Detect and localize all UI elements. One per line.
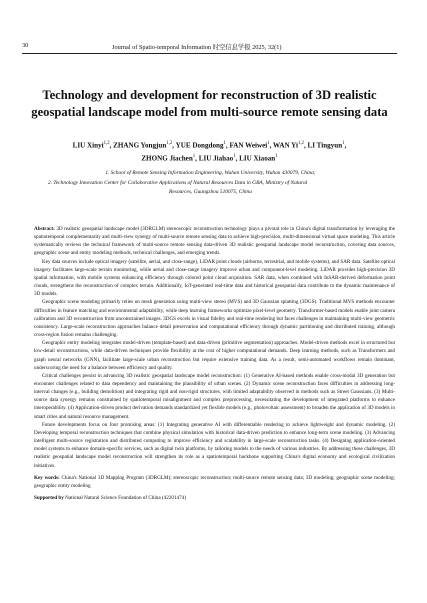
keywords-label: Key words: (34, 474, 60, 481)
author-name: LIU Xiaoan (239, 154, 276, 163)
author-name: LI Tingyun (307, 141, 343, 150)
author-affiliation-mark: 1 (223, 141, 226, 146)
journal-name: Journal of Spatio-temporal Information 时空信息学报 2025, 32(1) (112, 44, 282, 51)
abstract-paragraph: Key data sources include optical imagery (satellite, aerial, and close-range), LiDAR point clouds (airborne, terrestrial, and mobile systems), and SAR data. Satellite optical imagery facilitates large-scale terrain monitoring, while aerial and close-range imagery improve urban and component-level modeling. LiDAR provides high-precision 3D spatial information, with mobile systems enhancing efficiency through colored point cloud acquisition. SAR data, when combined with InSAR-derived deformation point clouds, strengthens the reconstruction of complex terrain. Additionally, IoT-generated real-time data and historical geospatial data contribute to the dynamic maintenance of 3D models. (34, 258, 395, 298)
abstract-paragraph: Critical challenges persist in advancing 3D realistic geospatial landscape model reconstruction: (1) Generative AI-based methods enable cross-modal 3D generation but encounter challenges related to data dependency and maintaining the plausibility of urban scenes. (2) Dynamic scene reconstruction faces difficulties in addressing long-interval changes (e.g., building demolition) and integrating rigid and non-rigid structures, with limited adaptability observed in methods such as Street Gaussians. (3) Multi-source data synergy remains constrained by spatiotemporal misalignment and complex preprocessing, necessitating the development of integrated platforms to enhance interoperability. (4) Application-driven product derivation demands standardized yet flexible models (e.g., photovoltaic assessment) to broaden the application of 3D models in smart cities and natural resource management. (34, 372, 395, 420)
author-name: ZHONG Jiachen (141, 154, 193, 163)
paper-title: Technology and development for reconstruction of 3D realistic geospatial landscape model from multi-source remote sensing data (31, 88, 388, 119)
author-name: LIU Jiahao (198, 154, 234, 163)
abstract-text: 3D realistic geospatial landscape model (3DRGLM) stereoscopic reconstruction technology plays a pivotal role in China's digital transformation by leveraging the spatiotemporal complementarity and multi-view synergy of multi-source remote sensing data to achieve high-precision, multi-dimensional virtual space modeling. This article systematically reviews the technical framework of multi-source remote sensing data-driven 3D realistic geospatial landscape model reconstruction, covering data sources, geographic scene and entity modeling methods, technical challenges, and emerging trends. (34, 226, 395, 257)
abstract-paragraph: Geographic entity modeling integrates model-driven (template-based) and data-driven (primitive segmentation) approaches. Model-driven methods excel in structured but low-detail reconstructions, while data-driven techniques provide flexibility at the cost of higher computational demands. Deep learning methods, such as Transformers and graph neural networks (GNN), facilitate large-scale urban reconstruction but require extensive training data. As a result, semi-automated workflows remain dominant, underscoring the need for a balance between efficiency and quality. (34, 340, 395, 371)
author-line-2: ZHONG Jiachen$^1$, LIU Jiahao$^1$, LIU Xiaoan$^1$ (141, 154, 278, 163)
author-affiliation-mark: 1,2 (103, 141, 110, 146)
author-name: WAN Yi (273, 141, 298, 150)
author-name: LIU Xinyi (72, 141, 104, 150)
affiliation-2: 2. Technology Innovation Center for Collaborative Applications of Natural Resources Data in GBA, Ministry of Natural (48, 179, 308, 186)
funding-note (34, 494, 395, 502)
header-rule (22, 53, 397, 54)
author-affiliation-mark: 1 (267, 141, 270, 146)
author-affiliation-mark: 1 (192, 154, 196, 160)
affiliation-2-cont: Resources, Guangzhou 510075, China (169, 189, 252, 196)
affiliation-1: 1. School of Remote Sensing Information Engineering, Wuhan University, Wuhan 430079, China; (105, 170, 316, 176)
author-name: YUE Dongdong (175, 141, 224, 150)
author-affiliation-mark: 1 (275, 154, 278, 160)
author-name: ZHANG Yongjun (113, 141, 167, 150)
funding-text: National Natural Science Foundation of China (42201474) (63, 495, 186, 501)
author-affiliation-mark: 1,2 (297, 141, 304, 146)
author-name: FAN Weiwei (229, 141, 268, 150)
author-list (22, 138, 397, 165)
keywords (34, 474, 395, 490)
keywords-text: China's National 3D Mapping Program (3DRGLM); stereoscopic reconstruction; multi-source remote sensing data; 3D modeling; geographic scene modeling; geographic entity modeling (34, 474, 395, 489)
affiliations (30, 169, 391, 198)
abstract-label: Abstract: (34, 226, 55, 232)
abstract-section (34, 225, 395, 502)
funding-label: Supported by (34, 495, 64, 501)
author-line-1: LIU Xinyi$^{1,2}$, ZHANG Yongjun$^{1,2}$, YUE Dongdong$^1$, FAN Weiwei$^1$, WAN Yi$^{1,2}$, LI Tingyun$^1$, (72, 141, 347, 150)
abstract-paragraph: Geographic scene modeling primarily relies on mesh generation using multi-view stereo (MVS) and 3D Gaussian splatting (3DGS). Traditional MVS methods encounter difficulties in feature matching and environmental adaptability, while deep learning frameworks optimize pixel-level geometry. Transformer-based models enable joint camera calibration and 3D reconstruction from unconstrained images. 3DGS excels in visual fidelity and real-time rendering but faces challenges in maintaining multi-view geometric consistency. Large-scale reconstruction approaches balance detail preservation and computational efficiency through dynamic partitioning and distributed training, although cross-region fusion remains challenging. (34, 299, 395, 339)
abstract-paragraph: Future developments focus on four promising areas: (1) Integrating generative AI with differentiable rendering to achieve lightweight and dynamic modeling. (2) Developing temporal reconstruction techniques that combine physical simulation with historical data-driven prediction to enhance long-term scene modeling. (3) Advancing intelligent multi-source registration and distributed computing to improve efficiency and scalability in large-scale reconstruction tasks. (4) Designing application-oriented model systems to enhance domain-specific services, such as digital twin platforms, by tailoring models to the needs of various industries. By addressing these challenges, 3D realistic geospatial landscape model reconstruction will strengthen its role as a spatiotemporal backbone supporting China's digital economy and ecological civilization initiatives. (34, 421, 395, 469)
author-affiliation-mark: 1,2 (166, 141, 173, 146)
abstract-paragraph (34, 225, 395, 258)
page-number: 30 (22, 42, 29, 49)
author-affiliation-mark: 1 (233, 154, 236, 160)
author-affiliation-mark: 1 (342, 141, 345, 146)
